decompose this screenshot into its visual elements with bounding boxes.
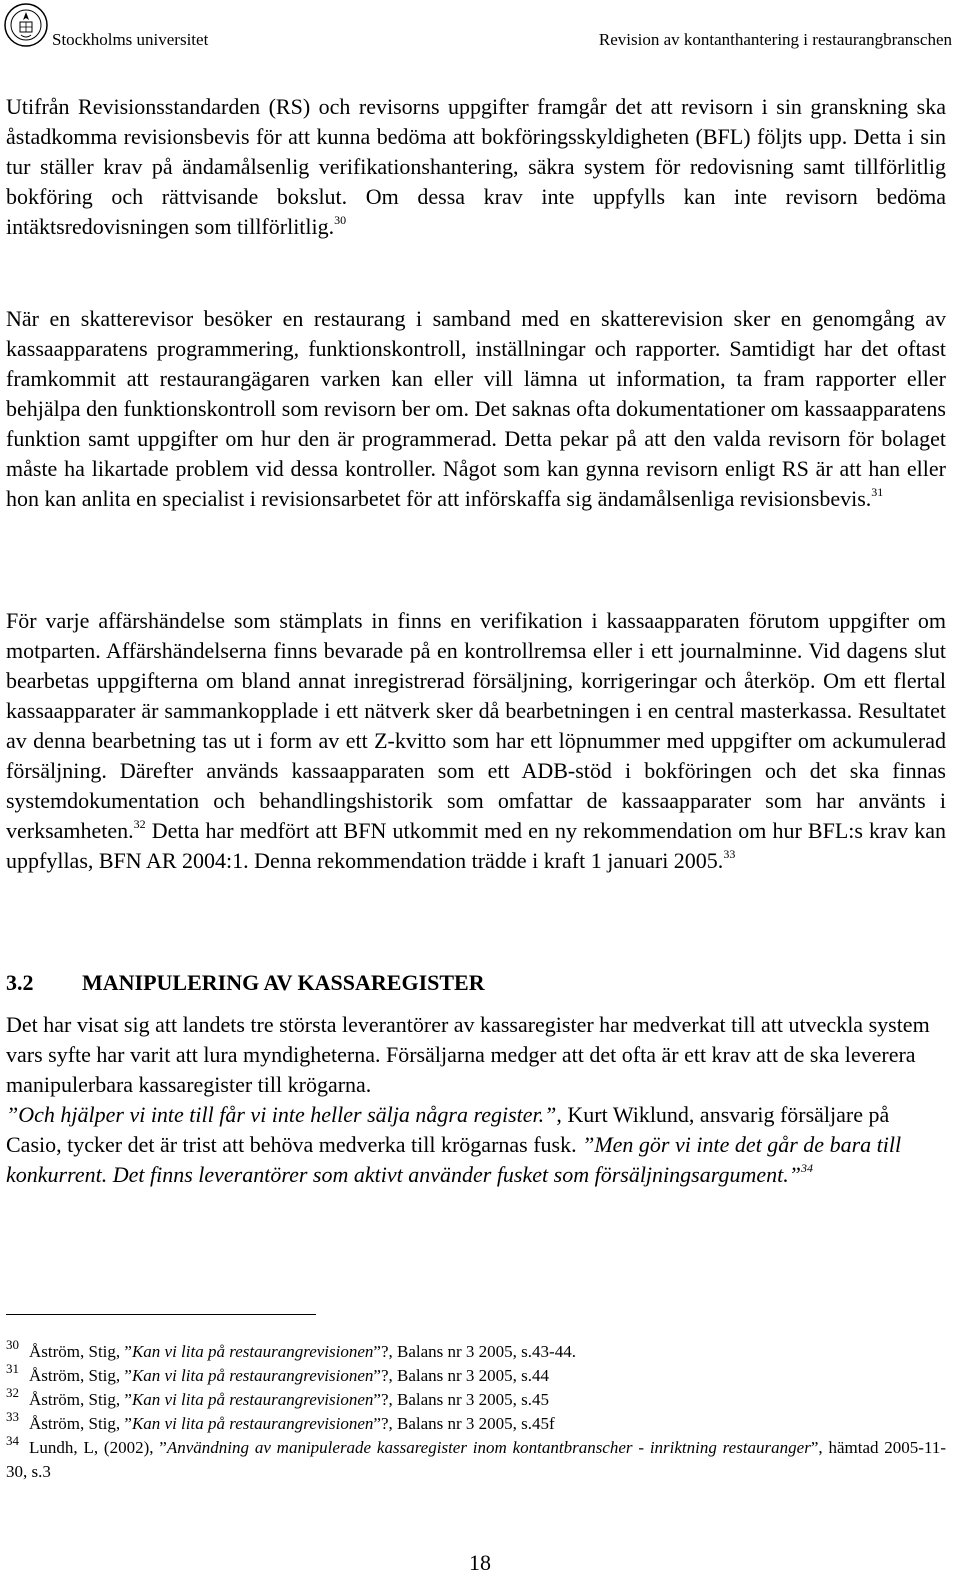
footnote-author: Åström, Stig, ”	[29, 1342, 132, 1361]
footnote-34	[6, 1433, 947, 1484]
footnote-number: 34	[6, 1433, 19, 1448]
section-heading	[6, 968, 485, 998]
footnote-number: 30	[6, 1337, 19, 1352]
paragraph-3b-text: Detta har medfört att BFN utkommit med en ny rekommendation om hur BFL:s krav kan uppfyllas, BFN AR 2004:1. Denna rekommendation trädde i kraft 1 januari 2005.	[6, 818, 946, 873]
paragraph-4-text: Det har visat sig att landets tre största leverantörer av kassaregister har medverkat till att utveckla system vars syfte har varit att lura myndigheterna. Försäljarna medger att det ofta är ett krav att de ska leverera manipulerbara kassaregister till krögarna.	[6, 1012, 930, 1097]
paragraph-3	[6, 606, 946, 876]
footnotes	[6, 1337, 947, 1484]
quote-attribution: , Kurt Wiklund, ansvarig försäljare på Casio, tycker det är trist att behöva medverka till krögarnas fusk.	[6, 1102, 890, 1157]
footnote-31	[6, 1361, 946, 1388]
footnote-number: 33	[6, 1409, 19, 1424]
section-number: 3.2	[6, 970, 34, 995]
header-institution: Stockholms universitet	[52, 30, 209, 49]
paragraph-3a-text: För varje affärshändelse som stämplats in finns en verifikation i kassaapparaten förutom uppgifter om motparten. Affärshändelserna finns bevarade på en kontrollremsa eller i ett journalminne. Vid dagens slut bearbetas uppgifterna om bland annat inregistrerad försäljning, korrigeringar och återköp. Om ett flertal kassaapparater är sammankopplade i ett nätverk sker då bearbetningen i en central masterkassa. Resultatet av denna bearbetning tas ut i form av ett Z-kvitto som har ett löpnummer med uppgifter om ackumulerad försäljning. Därefter används kassaapparaten som ett ADB-stöd i bokföringen och det ska finnas systemdokumentation och behandlingshistorik som omfattar de kassaapparater som har använts i verksamheten.	[6, 608, 946, 843]
footnote-separator	[6, 1314, 316, 1315]
section-title: MANIPULERING AV KASSAREGISTER	[82, 970, 485, 995]
paragraph-2-text: När en skatterevisor besöker en restaurang i samband med en skatterevision sker en genomgång av kassaapparatens programmering, funktionskontroll, inställningar och rapporter. Samtidigt har det oftast framkommit att restaurangägaren varken kan eller vill lämna ut information, ta fram rapporter eller behjälpa den funktionskontroll som revisorn ber om. Det saknas ofta dokumentationer om kassaapparatens funktion samt uppgifter om hur den är programmerad. Detta pekar på att den valda revisorn för bolaget måste ha likartade problem vid dessa kontroller. Något som kan gynna revisorn enligt RS är att han eller hon kan anlita en specialist i revisionsarbetet för att införskaffa sig ändamålsenliga revisionsbevis.	[6, 306, 946, 511]
footnote-ref-33[interactable]: 33	[723, 847, 736, 861]
footnote-ref-31[interactable]: 31	[871, 485, 884, 499]
header-document-title: Revision av kontanthantering i restaurangbranschen	[598, 30, 952, 49]
paragraph-2	[6, 304, 946, 514]
quote-1: ”Och hjälper vi inte till får vi inte heller sälja några register.”	[6, 1102, 557, 1127]
paragraph-1-text: Utifrån Revisionsstandarden (RS) och revisorns uppgifter framgår det att revisorn i sin granskning ska åstadkomma revisionsbevis för att kunna bedöma att bokföringsskyldigheten (BFL) följts upp. Detta i sin tur ställer krav på ändamålsenlig verifikationshantering, säkra system för redovisning samt tillförlitlig bokföring och rättvisande bokslut. Om dessa krav inte uppfylls kan inte revisorn bedöma intäktsredovisningen som tillförlitlig.	[6, 94, 946, 239]
footnote-source: ”, hämtad 2005-11-30, s.3	[6, 1438, 947, 1481]
footnote-title: Kan vi lita på restaurangrevisionen	[131, 1342, 374, 1361]
footnote-title: Användning av manipulerade kassaregister inom kontantbranscher - inriktning restauranger	[166, 1438, 811, 1457]
footnote-number: 32	[6, 1385, 19, 1400]
footnote-source: ”?, Balans nr 3 2005, s.44	[373, 1366, 550, 1385]
footnote-title: Kan vi lita på restaurangrevisionen	[131, 1366, 374, 1385]
footnote-author: Åström, Stig, ”	[29, 1390, 132, 1409]
footnote-source: ”?, Balans nr 3 2005, s.45f	[373, 1414, 555, 1433]
footnote-author: Lundh, L, (2002), ”	[29, 1438, 167, 1457]
footnote-source: ”?, Balans nr 3 2005, s.43-44.	[373, 1342, 576, 1361]
paragraph-1	[6, 92, 946, 242]
page-header	[0, 0, 960, 60]
footnote-30	[6, 1337, 946, 1364]
footnote-title: Kan vi lita på restaurangrevisionen	[131, 1390, 374, 1409]
quote-2: ”Men gör vi inte det går de bara till konkurrent. Det finns leverantörer som aktivt använder fusket som försäljningsargument.”	[6, 1132, 902, 1187]
footnote-author: Åström, Stig, ”	[29, 1366, 132, 1385]
footnote-title: Kan vi lita på restaurangrevisionen	[131, 1414, 374, 1433]
footnote-number: 31	[6, 1361, 19, 1376]
university-seal-icon	[3, 2, 49, 48]
footnote-ref-32[interactable]: 32	[133, 817, 146, 831]
footnote-ref-30[interactable]: 30	[334, 213, 347, 227]
footnote-33	[6, 1409, 946, 1436]
paragraph-4	[6, 1010, 946, 1190]
footnote-author: Åström, Stig, ”	[29, 1414, 132, 1433]
footnote-source: ”?, Balans nr 3 2005, s.45	[373, 1390, 550, 1409]
page-number: 18	[469, 1550, 491, 1575]
footnote-ref-34[interactable]: 34	[800, 1161, 813, 1175]
footnote-32	[6, 1385, 946, 1412]
